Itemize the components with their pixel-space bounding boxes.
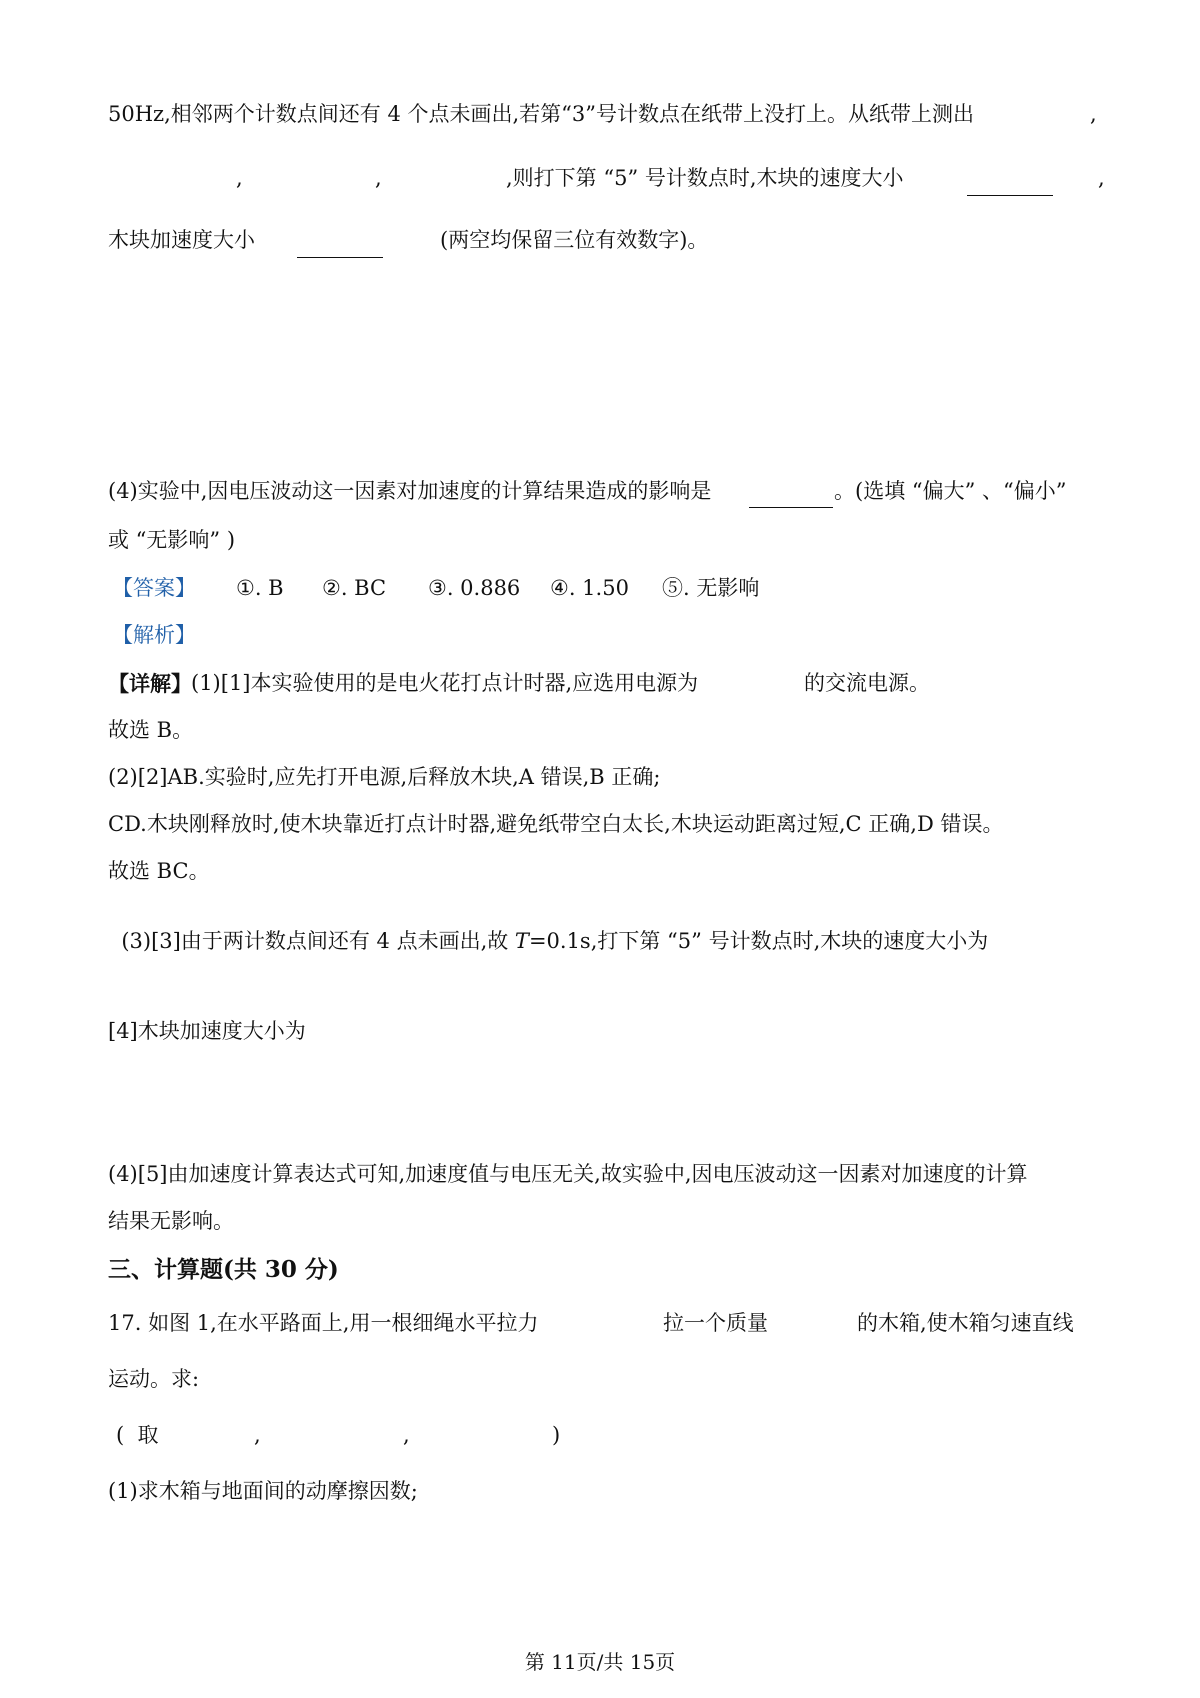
answer-label: 【答案】 [112, 576, 196, 600]
text-punct: , [375, 166, 382, 190]
text-punct: , [1098, 166, 1105, 190]
question-text: 或 “无影响” ) [108, 528, 236, 552]
detail-text-part: =0.1s,打下第 “5” 号计数点时,木块的速度大小为 [528, 929, 989, 953]
text-punct: , [1090, 102, 1097, 126]
question-text: 运动。求: [108, 1367, 200, 1391]
question-text: 17. 如图 1,在水平路面上,用一根细绳水平拉力 [108, 1311, 539, 1335]
detail-text: (4)[5]由加速度计算表达式可知,加速度值与电压无关,故实验中,因电压波动这一因素对加速度的计算 [108, 1162, 1028, 1186]
answer-blank [749, 507, 833, 508]
question-text: ) [552, 1423, 561, 1447]
text-line: (两空均保留三位有效数字)。 [440, 228, 709, 252]
analysis-label: 【解析】 [112, 623, 196, 647]
text-punct: , [403, 1423, 410, 1447]
text-line: 木块加速度大小 [108, 228, 255, 252]
section-title: 三、计算题(共 30 分) [108, 1256, 339, 1283]
text-punct: , [254, 1423, 261, 1447]
answer-blank [297, 257, 383, 258]
question-text: ( 取 [116, 1423, 159, 1447]
detail-label: 【详解】 [108, 671, 192, 696]
detail-text: 结果无影响。 [108, 1209, 234, 1233]
period-symbol: T [514, 929, 529, 953]
detail-text: 故选 BC。 [108, 859, 210, 883]
page-footer: 第 11页/共 15页 [524, 1650, 676, 1674]
question-text: (1)求木箱与地面间的动摩擦因数; [108, 1479, 418, 1503]
text-line: 50Hz,相邻两个计数点间还有 4 个点未画出,若第“3”号计数点在纸带上没打上。从纸带上测出 [108, 102, 974, 126]
detail-text: (2)[2]AB.实验时,应先打开电源,后释放木块,A 错误,B 正确; [108, 765, 661, 789]
detail-text: (1)[1]本实验使用的是电火花打点计时器,应选用电源为 [191, 671, 699, 695]
text-line: ,则打下第 “5” 号计数点时,木块的速度大小 [506, 166, 904, 190]
answer-blank [967, 195, 1053, 196]
detail-text-part: (3)[3]由于两计数点间还有 4 点未画出,故 [121, 929, 515, 953]
answer-item: ⑤. 无影响 [662, 576, 760, 600]
answer-item: ②. BC [322, 576, 387, 600]
answer-item: ④. 1.50 [550, 576, 629, 600]
answer-item: ③. 0.886 [428, 576, 521, 600]
answer-item: ①. B [236, 576, 284, 600]
question-text: 的木箱,使木箱匀速直线 [857, 1311, 1074, 1335]
question-text: 拉一个质量 [663, 1311, 768, 1335]
detail-text [108, 910, 988, 952]
detail-text: 故选 B。 [108, 718, 194, 742]
question-text: (4)实验中,因电压波动这一因素对加速度的计算结果造成的影响是 [108, 479, 712, 503]
detail-text: 的交流电源。 [804, 671, 930, 695]
question-text: 。(选填 “偏大” 、“偏小” [834, 479, 1067, 503]
detail-text: [4]木块加速度大小为 [108, 1019, 306, 1043]
detail-text: CD.木块刚释放时,使木块靠近打点计时器,避免纸带空白太长,木块运动距离过短,C 正确,D 错误。 [108, 812, 1004, 836]
text-punct: , [236, 166, 243, 190]
